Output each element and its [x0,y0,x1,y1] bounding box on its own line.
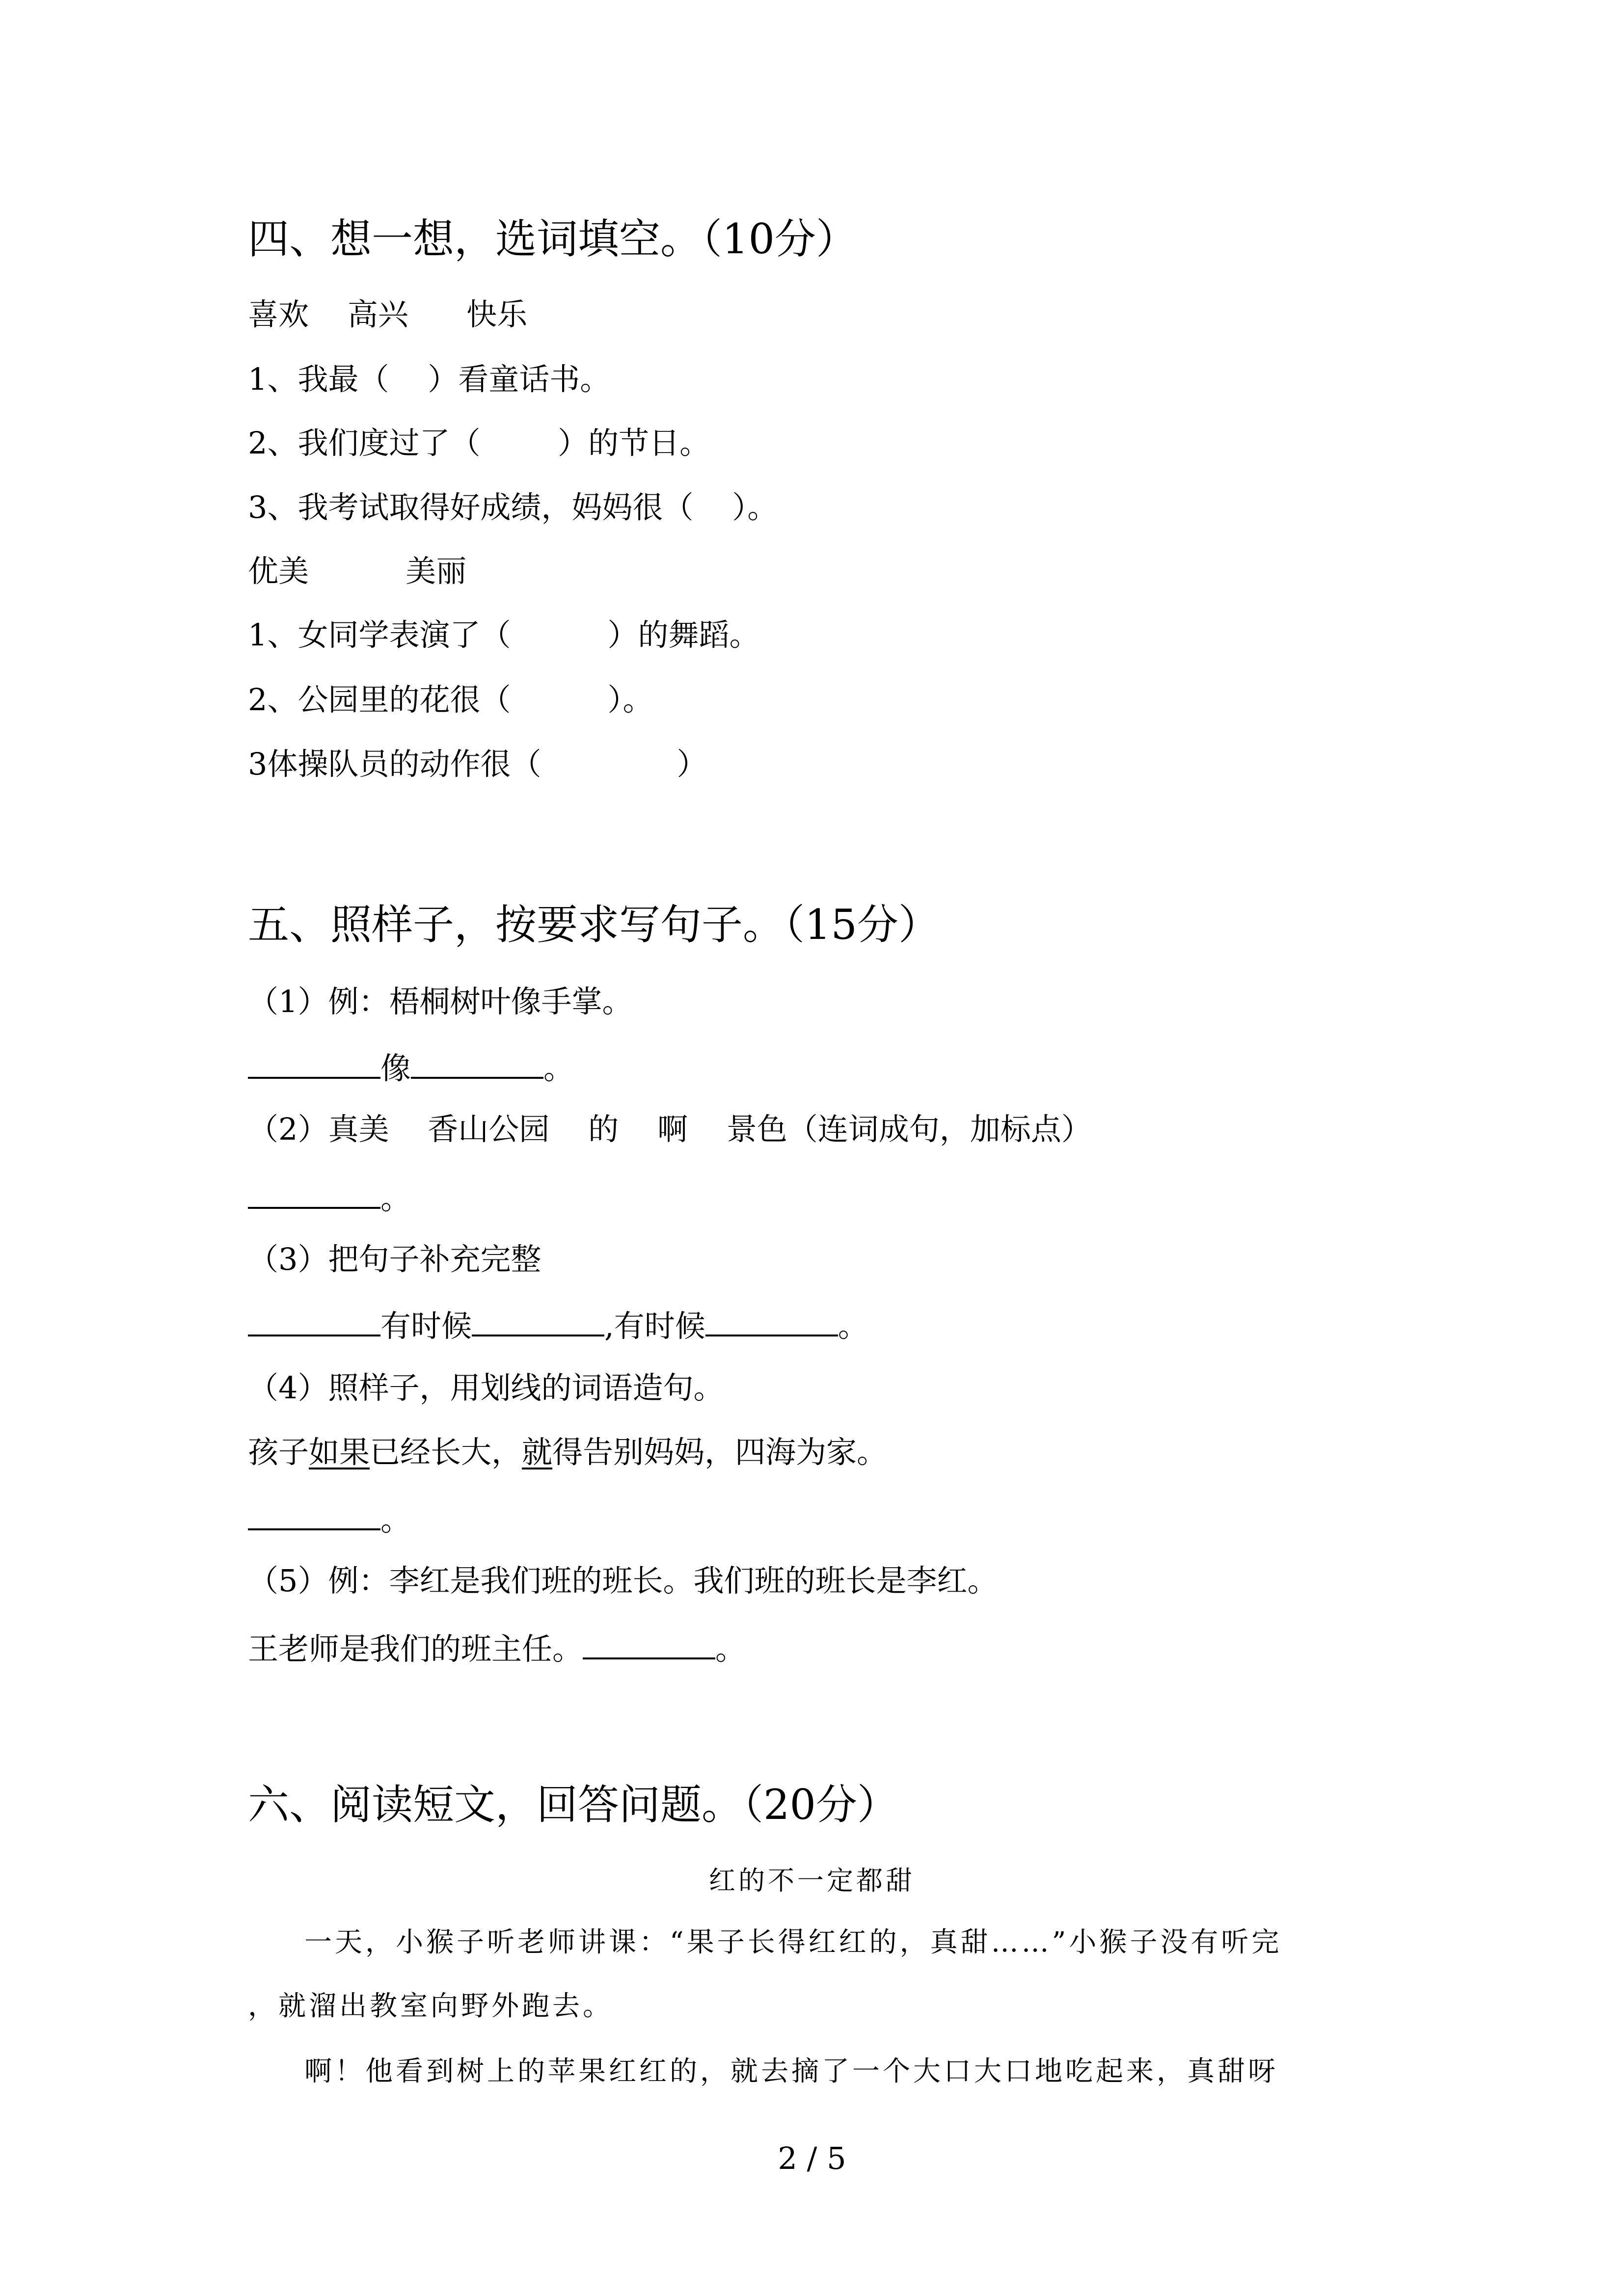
fill-item-2-2: 2、公园里的花很（ ）。 [248,682,653,718]
story-paragraph-2-line-1: 啊！他看到树上的苹果红红的，就去摘了一个大口大口地吃起来，真甜呀 [304,2056,1278,2087]
word-bank-1: 喜欢 高兴 快乐 [248,296,528,332]
answer-blank[interactable] [472,1308,604,1336]
underlined-word: 如果 [309,1434,370,1470]
answer-blank[interactable] [583,1631,715,1659]
q4-label: （4）照样子，用划线的词语造句。 [248,1370,724,1406]
q5-label: （5）例：李红是我们班的班长。我们班的班长是李红。 [248,1563,998,1599]
fill-item-1-2: 2、我们度过了（ ）的节日。 [248,425,710,461]
q4-answer-line: 。 [248,1502,411,1535]
word-bank-2: 优美 美丽 [248,553,467,589]
story-paragraph-1-line-1: 一天，小猴子听老师讲课：“果子长得红红的，真甜……”小猴子没有听完 [304,1926,1282,1958]
fill-item-1-3: 3、我考试取得好成绩，妈妈很（ ）。 [248,489,778,525]
q3-answer-line: 有时候 ,有时候 。 [248,1308,868,1341]
q3-label: （3）把句子补充完整 [248,1241,541,1277]
section4-title: 四、想一想，选词填空。（10分） [248,215,857,263]
fill-item-2-3: 3体操队员的动作很（ ） [248,746,707,782]
section6-title: 六、阅读短文，回答问题。（20分） [248,1781,898,1829]
answer-blank[interactable] [248,1308,380,1336]
answer-blank[interactable] [411,1050,543,1079]
section5-title: 五、照样子，按要求写句子。（15分） [248,901,940,949]
q1-answer-line: 像 。 [248,1050,574,1084]
fill-item-1-1: 1、我最（ ）看童话书。 [248,361,611,397]
answer-blank[interactable] [248,1050,380,1079]
answer-blank[interactable] [705,1308,838,1336]
q1-label: （1）例：梧桐树叶像手掌。 [248,984,633,1019]
story-paragraph-1-line-2: ，就溜出教室向野外跑去。 [248,1990,613,2022]
answer-blank[interactable] [248,1502,380,1530]
underlined-word: 就 [522,1434,553,1470]
q2-label: （2）真美 香山公园 的 啊 景色（连词成句，加标点） [248,1111,1092,1147]
q4-example: 孩子如果已经长大，就得告别妈妈，四海为家。 [248,1434,888,1470]
q5-answer-line: 王老师是我们的班主任。 。 [248,1631,746,1667]
page-number: 2 / 5 [778,2140,846,2176]
answer-blank[interactable] [248,1180,380,1209]
q2-answer-line: 。 [248,1180,411,1214]
fill-item-2-1: 1、女同学表演了（ ）的舞蹈。 [248,617,760,653]
story-title: 红的不一定都甜 [709,1865,915,1896]
